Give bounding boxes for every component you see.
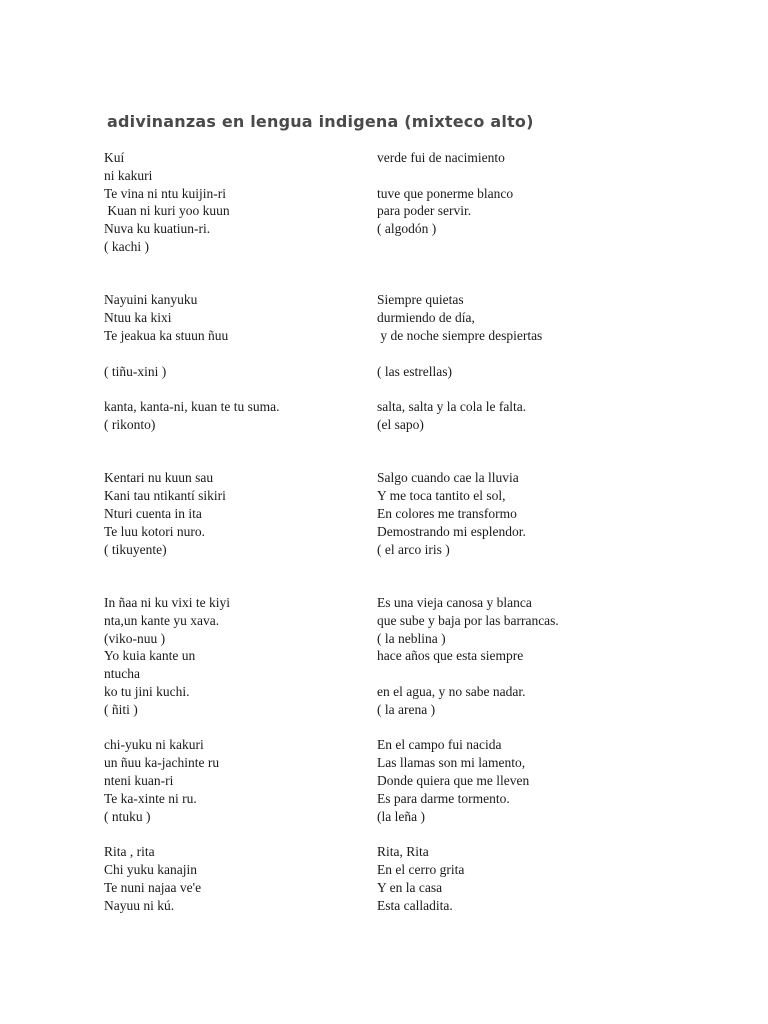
spanish-line: que sube y baja por las barrancas. (377, 612, 559, 628)
mixteco-line: nta,un kante yu xava. (104, 612, 220, 628)
spanish-line: para poder servir. (377, 203, 472, 219)
mixteco-line: Te jeakua ka stuun ñuu (104, 328, 229, 343)
spanish-line: Es una vieja canosa y blanca (377, 595, 532, 610)
spanish-line: (la leña ) (377, 808, 425, 824)
page-title: adivinanzas en lengua indigena (mixteco alto) (107, 112, 534, 131)
spanish-line: hace años que esta siempre (377, 648, 524, 664)
spanish-line: ( la arena ) (377, 701, 436, 717)
spanish-line: durmiendo de día, (377, 310, 475, 326)
mixteco-line: Ntuu ka kixi (104, 310, 172, 326)
spanish-line: en el agua, y no sabe nadar. (377, 684, 526, 699)
spanish-line: Es para darme tormento. (377, 790, 510, 806)
spanish-line: En colores me transformo (377, 506, 517, 521)
mixteco-line: ( ntuku ) (104, 808, 151, 824)
spanish-line: ( las estrellas) (377, 363, 452, 379)
spanish-line: Donde quiera que me lleven (377, 773, 530, 788)
mixteco-line: Kentari nu kuun sau (104, 470, 214, 486)
mixteco-line: Te vina ni ntu kuijin-ri (104, 185, 227, 201)
mixteco-line: ( tikuyente) (104, 541, 167, 557)
mixteco-line: Chi yuku kanajin (104, 862, 197, 877)
spanish-line: tuve que ponerme blanco (377, 185, 514, 201)
mixteco-line: ntucha (104, 666, 140, 682)
mixteco-line: Kuí (104, 150, 125, 165)
mixteco-line: Te luu kotori nuro. (104, 523, 206, 539)
mixteco-line: Te ka-xinte ni ru. (104, 790, 197, 806)
spanish-line: (el sapo) (377, 417, 424, 432)
mixteco-line: Nayuini kanyuku (104, 292, 198, 308)
mixteco-line: ko tu jini kuchi. (104, 684, 190, 699)
mixteco-line: ( kachi ) (104, 239, 149, 254)
spanish-line: Y en la casa (377, 879, 443, 895)
mixteco-line: ( tiñu-xini ) (104, 363, 167, 379)
spanish-line: Siempre quietas (377, 292, 464, 308)
spanish-line: ( el arco iris ) (377, 541, 450, 557)
spanish-line: En el campo fui nacida (377, 737, 502, 753)
spanish-line: Las llamas son mi lamento, (377, 755, 526, 771)
mixteco-line: chi-yuku ni kakuri (104, 737, 204, 753)
mixteco-line: Rita , rita (104, 844, 155, 860)
mixteco-line: ni kakuri (104, 167, 153, 183)
mixteco-line: Yo kuia kante un (104, 648, 196, 664)
spanish-line: ( algodón ) (377, 221, 437, 237)
spanish-line: salta, salta y la cola le falta. (377, 399, 527, 415)
mixteco-line: ( ñiti ) (104, 701, 138, 717)
spanish-line: ( la neblina ) (377, 630, 446, 646)
mixteco-line: nteni kuan-ri (104, 773, 174, 788)
mixteco-line: Nayuu ni kú. (104, 897, 175, 913)
mixteco-line: ( rikonto) (104, 417, 156, 432)
spanish-line: En el cerro grita (377, 862, 465, 877)
mixteco-line: kanta, kanta-ni, kuan te tu suma. (104, 399, 280, 415)
spanish-line: verde fui de nacimiento (377, 150, 505, 165)
mixteco-line: In ñaa ni ku vixi te kiyi (104, 595, 230, 610)
mixteco-line: un ñuu ka-jachinte ru (104, 755, 220, 771)
mixteco-line: Kuan ni kuri yoo kuun (104, 203, 230, 219)
mixteco-line: Nuva ku kuatiun-ri. (104, 221, 211, 237)
spanish-line: Y me toca tantito el sol, (377, 488, 506, 504)
spanish-line: Demostrando mi esplendor. (377, 523, 526, 539)
spanish-line: Salgo cuando cae la lluvia (377, 470, 519, 486)
spanish-line: Esta calladita. (377, 897, 453, 913)
mixteco-line: Te nuni najaa ve'e (104, 879, 202, 895)
spanish-line: Rita, Rita (377, 844, 429, 860)
mixteco-line: (viko-nuu ) (104, 630, 166, 646)
spanish-line: y de noche siempre despiertas (377, 328, 543, 343)
mixteco-line: Kani tau ntikantí sikiri (104, 488, 226, 504)
mixteco-line: Nturi cuenta in ita (104, 506, 202, 521)
